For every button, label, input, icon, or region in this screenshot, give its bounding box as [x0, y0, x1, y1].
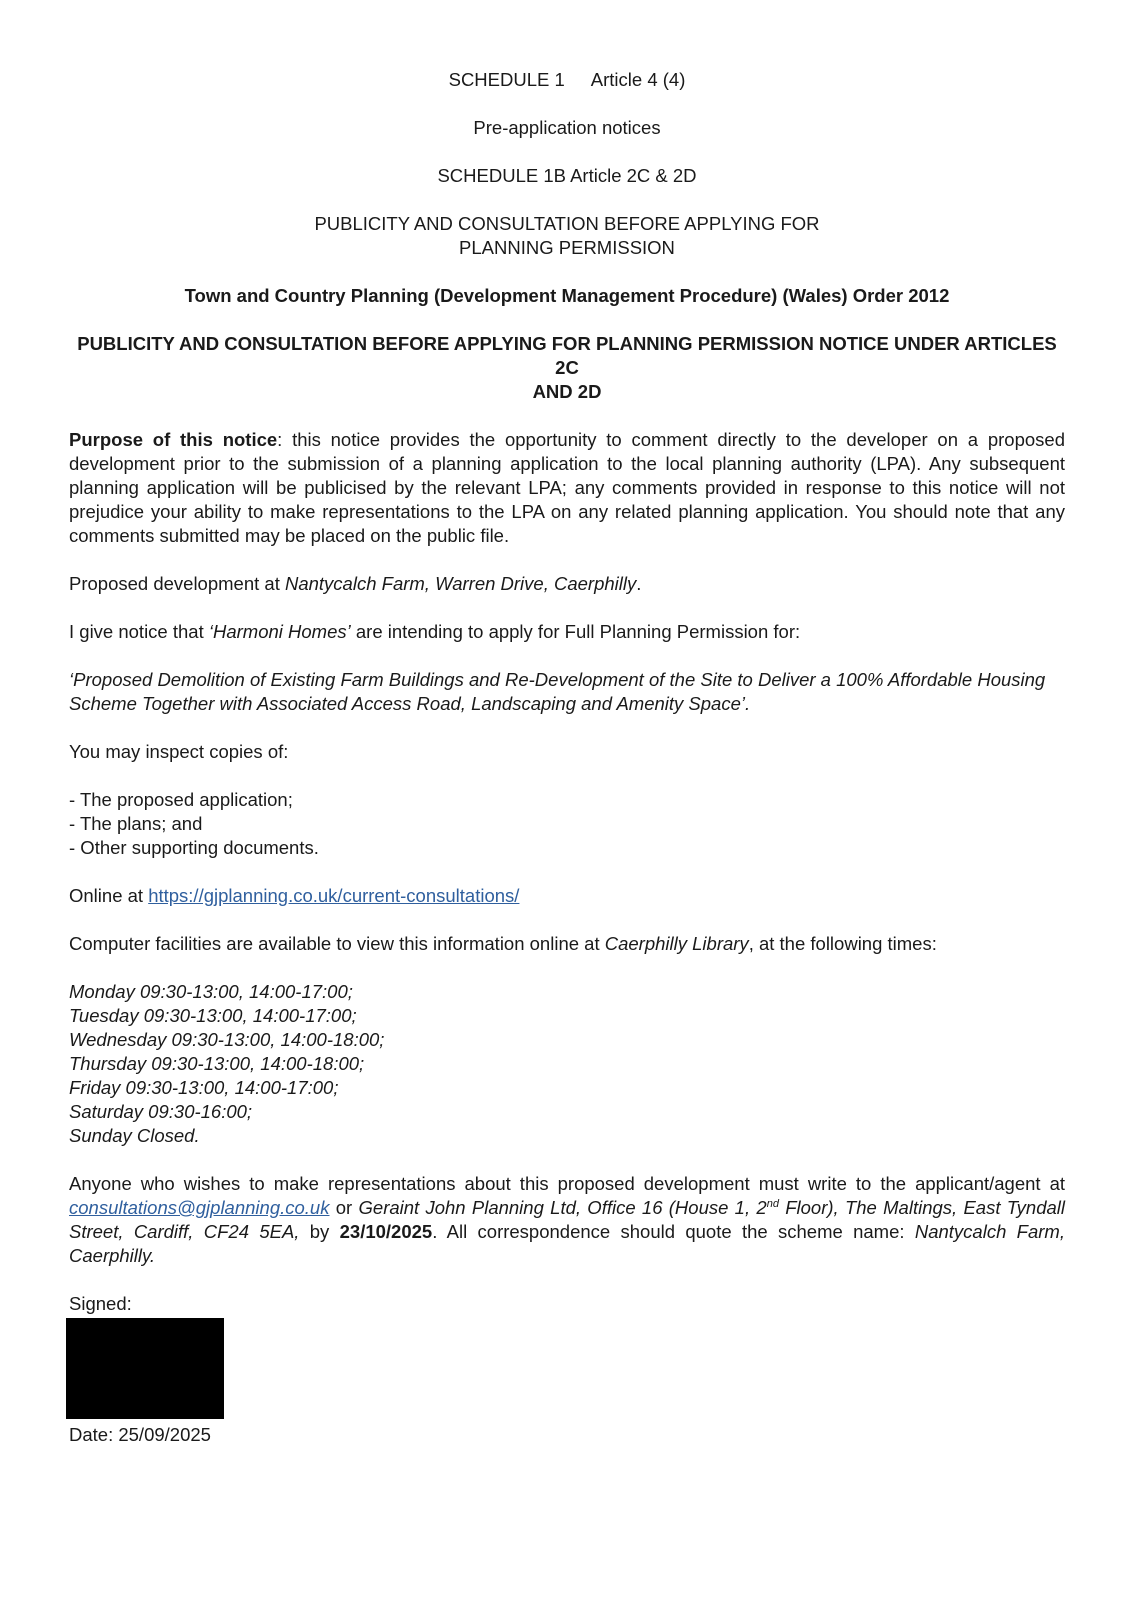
publicity-heading — [69, 212, 1065, 260]
order-title: Town and Country Planning (Development Management Procedure) (Wales) Order 2012 — [184, 285, 950, 306]
representations-quote: . All correspondence should quote the scheme name: — [432, 1221, 915, 1242]
scheme-name: Nantycalch Farm, Caerphilly. — [69, 1221, 1065, 1266]
development-description: ‘Proposed Demolition of Existing Farm Buildings and Re-Development of the Site to Deliver a 100% Affordable Housing Scheme Together with Associated Access Road, Landscaping and Amenity Space’. — [69, 669, 1046, 714]
computer-facilities-paragraph — [69, 932, 1065, 956]
proposed-development-paragraph — [69, 572, 1065, 596]
notice-title-line-2: AND 2D — [532, 381, 602, 402]
proposed-prefix: Proposed development at — [69, 573, 285, 594]
schedule-1-label: SCHEDULE 1 — [448, 69, 565, 90]
proposed-site: Nantycalch Farm, Warren Drive, Caerphilly — [284, 573, 637, 594]
hours-tuesday: Tuesday 09:30-13:00, 14:00-17:00; — [69, 1005, 357, 1026]
publicity-heading-line-2: PLANNING PERMISSION — [459, 237, 675, 258]
hours-wednesday: Wednesday 09:30-13:00, 14:00-18:00; — [69, 1029, 385, 1050]
hours-sunday: Sunday Closed. — [69, 1125, 200, 1146]
representations-by: by — [299, 1221, 340, 1242]
notice-title — [69, 332, 1065, 404]
notice-page — [69, 68, 1065, 1447]
schedule-1b-heading: SCHEDULE 1B Article 2C & 2D — [437, 165, 697, 186]
address-part-2: Floor), The Maltings, East Tyndall Street, Cardiff, CF24 5EA, — [69, 1197, 1066, 1242]
inspect-list — [69, 788, 1065, 860]
purpose-text: : this notice provides the opportunity to comment directly to the developer on a proposed development prior to the submission of a planning application to the local planning authority (LPA). Any subsequent planning application will be publicised by the relevant LPA; any comments provided in response to this notice will not prejudice your ability to make representations to the LPA on any related planning application. You should note that any comments submitted may be placed on the public file. — [69, 429, 1065, 546]
hours-monday: Monday 09:30-13:00, 14:00-17:00; — [69, 981, 353, 1002]
list-item: - The plans; and — [69, 813, 203, 834]
computer-prefix: Computer facilities are available to view this information online at — [69, 933, 605, 954]
schedule-1-article: Article 4 (4) — [590, 69, 686, 90]
online-paragraph — [69, 884, 1065, 908]
hours-friday: Friday 09:30-13:00, 14:00-17:00; — [69, 1077, 339, 1098]
list-item: - Other supporting documents. — [69, 837, 319, 858]
deadline-date: 23/10/2025 — [339, 1221, 433, 1242]
schedule-1-heading — [69, 68, 1065, 92]
hours-saturday: Saturday 09:30-16:00; — [69, 1101, 253, 1122]
representations-paragraph — [69, 1172, 1065, 1268]
notice-title-line-1: PUBLICITY AND CONSULTATION BEFORE APPLYING FOR PLANNING PERMISSION NOTICE UNDER ARTICLES 2C — [77, 333, 1057, 378]
representations-or: or — [329, 1197, 359, 1218]
online-prefix: Online at — [69, 885, 149, 906]
publicity-heading-line-1: PUBLICITY AND CONSULTATION BEFORE APPLYING FOR — [314, 213, 820, 234]
address-part-1: Geraint John Planning Ltd, Office 16 (House 1, 2 — [358, 1197, 767, 1218]
pre-application-heading: Pre-application notices — [473, 117, 661, 138]
purpose-label: Purpose of this notice — [69, 429, 278, 450]
library-name: Caerphilly Library — [604, 933, 749, 954]
signed-label: Signed: — [69, 1293, 132, 1314]
list-item: - The proposed application; — [69, 789, 293, 810]
opening-hours — [69, 980, 1065, 1148]
redacted-signature — [66, 1318, 224, 1419]
signed-date: Date: 25/09/2025 — [69, 1424, 211, 1445]
notice-suffix: are intending to apply for Full Planning Permission for: — [350, 621, 801, 642]
applicant-name: ‘Harmoni Homes’ — [208, 621, 351, 642]
purpose-paragraph — [69, 428, 1065, 548]
consultations-link[interactable]: https://gjplanning.co.uk/current-consultations/ — [148, 885, 520, 906]
representations-prefix: Anyone who wishes to make representations about this proposed development must write to the applicant/agent at — [69, 1173, 1065, 1194]
inspect-intro: You may inspect copies of: — [69, 741, 289, 762]
consultations-email-link[interactable]: consultations@gjplanning.co.uk — [69, 1197, 330, 1218]
computer-suffix: , at the following times: — [748, 933, 937, 954]
address-superscript: nd — [766, 1197, 779, 1210]
hours-thursday: Thursday 09:30-13:00, 14:00-18:00; — [69, 1053, 365, 1074]
give-notice-paragraph — [69, 620, 1065, 644]
notice-prefix: I give notice that — [69, 621, 209, 642]
proposed-suffix: . — [636, 573, 642, 594]
